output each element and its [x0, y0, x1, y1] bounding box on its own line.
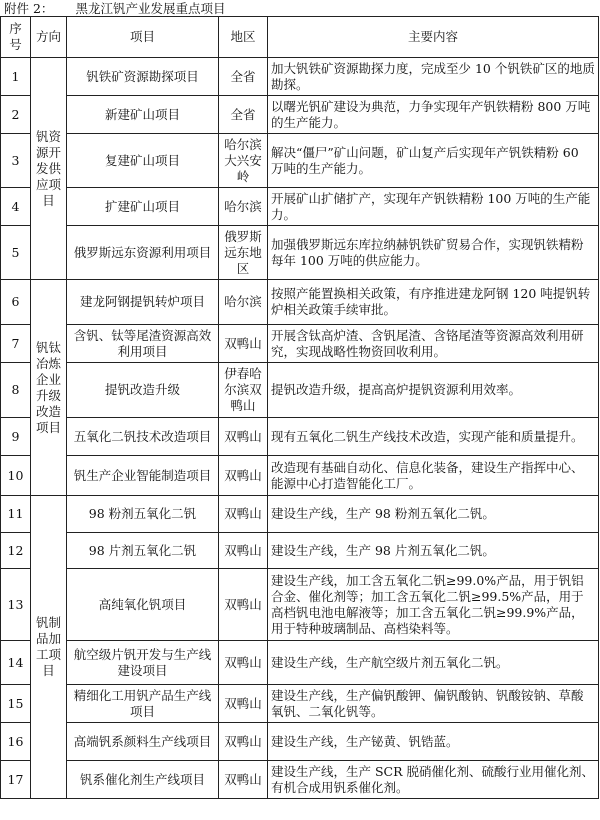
- region-cell: 双鸭山: [219, 761, 268, 799]
- header-content: 主要内容: [268, 17, 599, 58]
- table-row: [1, 280, 599, 325]
- header-seq: 序号: [1, 17, 31, 58]
- row-number: 12: [1, 533, 31, 569]
- row-number: 13: [1, 569, 31, 641]
- table-row: [1, 456, 599, 496]
- row-number: 8: [1, 363, 31, 418]
- row-number: 1: [1, 58, 31, 96]
- region-cell: 双鸭山: [219, 685, 268, 723]
- table-row: [1, 134, 599, 188]
- header-direction: 方向: [31, 17, 67, 58]
- region-cell: 伊春哈尔滨双鸭山: [219, 363, 268, 418]
- region-cell: 哈尔滨: [219, 188, 268, 226]
- direction-cell: 钒资源开发供应项目: [31, 58, 67, 280]
- region-cell: 全省: [219, 58, 268, 96]
- table-row: [1, 58, 599, 96]
- table-row: [1, 96, 599, 134]
- projects-table: [0, 16, 599, 799]
- header-project: 项目: [67, 17, 219, 58]
- row-number: 7: [1, 325, 31, 363]
- project-cell: 航空级片钒开发与生产线建设项目: [67, 641, 219, 685]
- project-cell: 98 片剂五氧化二钒: [67, 533, 219, 569]
- region-cell: 哈尔滨大兴安岭: [219, 134, 268, 188]
- region-cell: 双鸭山: [219, 496, 268, 533]
- region-cell: 俄罗斯远东地区: [219, 226, 268, 280]
- content-cell: 建设生产线，生产铋黄、钒锆蓝。: [268, 723, 599, 761]
- project-cell: 提钒改造升级: [67, 363, 219, 418]
- project-cell: 含钒、钛等尾渣资源高效利用项目: [67, 325, 219, 363]
- content-cell: 提钒改造升级，提高高炉提钒资源利用效率。: [268, 363, 599, 418]
- table-row: [1, 418, 599, 456]
- direction-cell: 钒制品加工项目: [31, 496, 67, 799]
- project-cell: 复建矿山项目: [67, 134, 219, 188]
- content-cell: 加强俄罗斯远东库拉纳赫钒铁矿贸易合作，实现钒铁精粉每年 100 万吨的供应能力。: [268, 226, 599, 280]
- content-cell: 改造现有基础自动化、信息化装备，建设生产指挥中心、能源中心打造智能化工厂。: [268, 456, 599, 496]
- region-cell: 双鸭山: [219, 641, 268, 685]
- project-cell: 98 粉剂五氧化二钒: [67, 496, 219, 533]
- region-cell: 哈尔滨: [219, 280, 268, 325]
- content-cell: 建设生产线，生产偏钒酸钾、偏钒酸钠、钒酸铵钠、草酸氧钒、二氧化钒等。: [268, 685, 599, 723]
- row-number: 14: [1, 641, 31, 685]
- table-row: [1, 723, 599, 761]
- row-number: 6: [1, 280, 31, 325]
- project-cell: 钒生产企业智能制造项目: [67, 456, 219, 496]
- table-row: [1, 685, 599, 723]
- content-cell: 建设生产线，生产 98 粉剂五氧化二钒。: [268, 496, 599, 533]
- project-cell: 扩建矿山项目: [67, 188, 219, 226]
- content-cell: 建设生产线，生产航空级片剂五氧化二钒。: [268, 641, 599, 685]
- table-row: [1, 533, 599, 569]
- project-cell: 精细化工用钒产品生产线项目: [67, 685, 219, 723]
- content-cell: 按照产能置换相关政策，有序推进建龙阿钢 120 吨提钒转炉相关政策手续审批。: [268, 280, 599, 325]
- project-cell: 俄罗斯远东资源利用项目: [67, 226, 219, 280]
- region-cell: 双鸭山: [219, 723, 268, 761]
- table-row: [1, 363, 599, 418]
- header-row: [1, 17, 599, 58]
- project-cell: 高纯氧化钒项目: [67, 569, 219, 641]
- content-cell: 建设生产线，生产 SCR 脱硝催化剂、硫酸行业用催化剂、有机合成用钒系催化剂。: [268, 761, 599, 799]
- direction-cell: 钒钛冶炼企业升级改造项目: [31, 280, 67, 496]
- content-cell: 加大钒铁矿资源勘探力度，完成至少 10 个钒铁矿区的地质勘探。: [268, 58, 599, 96]
- region-cell: 全省: [219, 96, 268, 134]
- row-number: 11: [1, 496, 31, 533]
- row-number: 2: [1, 96, 31, 134]
- project-cell: 五氧化二钒技术改造项目: [67, 418, 219, 456]
- content-cell: 建设生产线，生产 98 片剂五氧化二钒。: [268, 533, 599, 569]
- project-cell: 钒铁矿资源勘探项目: [67, 58, 219, 96]
- project-cell: 高端钒系颜料生产线项目: [67, 723, 219, 761]
- region-cell: 双鸭山: [219, 418, 268, 456]
- caption-prefix: 附件 2：: [4, 1, 54, 16]
- row-number: 10: [1, 456, 31, 496]
- table-row: [1, 641, 599, 685]
- content-cell: 现有五氧化二钒生产线技术改造，实现产能和质量提升。: [268, 418, 599, 456]
- table-row: [1, 761, 599, 799]
- row-number: 3: [1, 134, 31, 188]
- content-cell: 解决“僵尸”矿山问题，矿山复产后实现年产钒铁精粉 60 万吨的生产能力。: [268, 134, 599, 188]
- content-cell: 以曙光钒矿建设为典范，力争实现年产钒铁精粉 800 万吨的生产能力。: [268, 96, 599, 134]
- document-caption: [4, 1, 247, 16]
- table-row: [1, 325, 599, 363]
- project-cell: 新建矿山项目: [67, 96, 219, 134]
- row-number: 16: [1, 723, 31, 761]
- caption-title: 黑龙江钒产业发展重点项目: [75, 1, 226, 16]
- table-row: [1, 226, 599, 280]
- region-cell: 双鸭山: [219, 456, 268, 496]
- row-number: 4: [1, 188, 31, 226]
- row-number: 15: [1, 685, 31, 723]
- content-cell: 开展含钛高炉渣、含钒尾渣、含铬尾渣等资源高效利用研究，实现战略性物资回收利用。: [268, 325, 599, 363]
- content-cell: 开展矿山扩储扩产，实现年产钒铁精粉 100 万吨的生产能力。: [268, 188, 599, 226]
- project-cell: 钒系催化剂生产线项目: [67, 761, 219, 799]
- header-region: 地区: [219, 17, 268, 58]
- row-number: 5: [1, 226, 31, 280]
- table-row: [1, 496, 599, 533]
- region-cell: 双鸭山: [219, 533, 268, 569]
- row-number: 9: [1, 418, 31, 456]
- table-row: [1, 569, 599, 641]
- project-cell: 建龙阿钢提钒转炉项目: [67, 280, 219, 325]
- table-row: [1, 188, 599, 226]
- content-cell: 建设生产线，加工含五氧化二钒≥99.0%产品，用于钒铝合金、催化剂等；加工含五氧化二钒≥99.5%产品，用于高档钒电池电解液等；加工含五氧化二钒≥99.9%产品，用于特种玻璃制品、高档染料等。: [268, 569, 599, 641]
- row-number: 17: [1, 761, 31, 799]
- region-cell: 双鸭山: [219, 569, 268, 641]
- region-cell: 双鸭山: [219, 325, 268, 363]
